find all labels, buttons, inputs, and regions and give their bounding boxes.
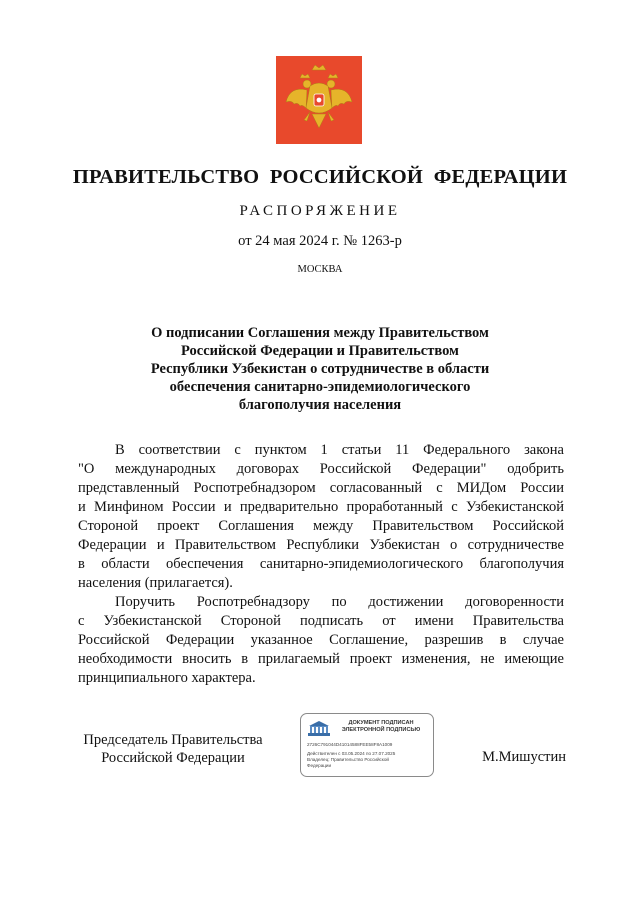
stamp-heading-line: ДОКУМЕНТ ПОДПИСАН bbox=[348, 720, 414, 726]
document-type: РАСПОРЯЖЕНИЕ bbox=[239, 203, 401, 219]
electronic-signature-stamp bbox=[300, 713, 434, 777]
body-line: с Узбекистанской Стороной подписать от имени Правительства bbox=[78, 613, 564, 629]
body-line: Российской Федерации указанное Соглашение, разрешив в случае bbox=[78, 632, 564, 648]
stamp-heading bbox=[331, 720, 431, 734]
coat-of-arms-icon bbox=[276, 56, 362, 144]
document-body bbox=[78, 441, 564, 688]
validity-line: Действителен с 03.05.2024 по 27.07.2025 bbox=[307, 751, 396, 756]
body-line: и Минфином России и предварительно проработанный с Узбекистанской bbox=[78, 499, 564, 515]
body-line: "О международных договорах Российской Федерации" одобрить bbox=[78, 461, 564, 477]
position-line: Председатель Правительства bbox=[83, 732, 263, 748]
owner-line: Владелец: Правительство Российской bbox=[307, 757, 389, 762]
body-line: Стороной проект Соглашения между Правительством Российской bbox=[78, 518, 564, 534]
subject-line: О подписании Соглашения между Правительством bbox=[151, 325, 489, 341]
subject-line: благополучия населения bbox=[238, 397, 402, 413]
document-subject bbox=[100, 324, 540, 414]
document-date-number: от 24 мая 2024 г. № 1263-р bbox=[238, 233, 402, 249]
body-line: необходимости вносить в прилагаемый проект изменения, не имеющие bbox=[78, 651, 564, 667]
city: МОСКВА bbox=[297, 264, 343, 275]
government-building-icon bbox=[307, 719, 331, 737]
government-title: ПРАВИТЕЛЬСТВО РОССИЙСКОЙ ФЕДЕРАЦИИ bbox=[72, 166, 568, 188]
subject-line: Российской Федерации и Правительством bbox=[181, 343, 459, 359]
certificate-serial: 2726C791044D41014588FEE58F8A1009 bbox=[307, 742, 393, 747]
subject-line: обеспечения санитарно-эпидемиологического bbox=[169, 379, 471, 395]
body-line: Федерации и Правительством Республики Узбекистан о сотрудничестве bbox=[78, 537, 564, 553]
stamp-heading-line: ЭЛЕКТРОННОЙ ПОДПИСЬЮ bbox=[341, 727, 421, 733]
owner-line: Федерации bbox=[307, 763, 332, 768]
body-line: принципиального характера. bbox=[78, 670, 256, 686]
subject-line: Республики Узбекистан о сотрудничестве в области bbox=[150, 361, 490, 377]
certificate-validity bbox=[307, 751, 429, 769]
body-line: Поручить Роспотребнадзору по достижении договоренности bbox=[115, 594, 564, 610]
body-line: представленный Роспотребнадзором согласованный с МИДом России bbox=[78, 480, 564, 496]
body-line: В соответствии с пунктом 1 статьи 11 Федерального закона bbox=[115, 442, 564, 458]
signatory-position bbox=[78, 731, 268, 767]
body-line: в области обеспечения санитарно-эпидемиологического благополучия bbox=[78, 556, 564, 572]
position-line: Российской Федерации bbox=[101, 750, 245, 766]
signatory-name: М.Мишустин bbox=[482, 749, 566, 765]
body-line: населения (прилагается). bbox=[78, 575, 233, 591]
